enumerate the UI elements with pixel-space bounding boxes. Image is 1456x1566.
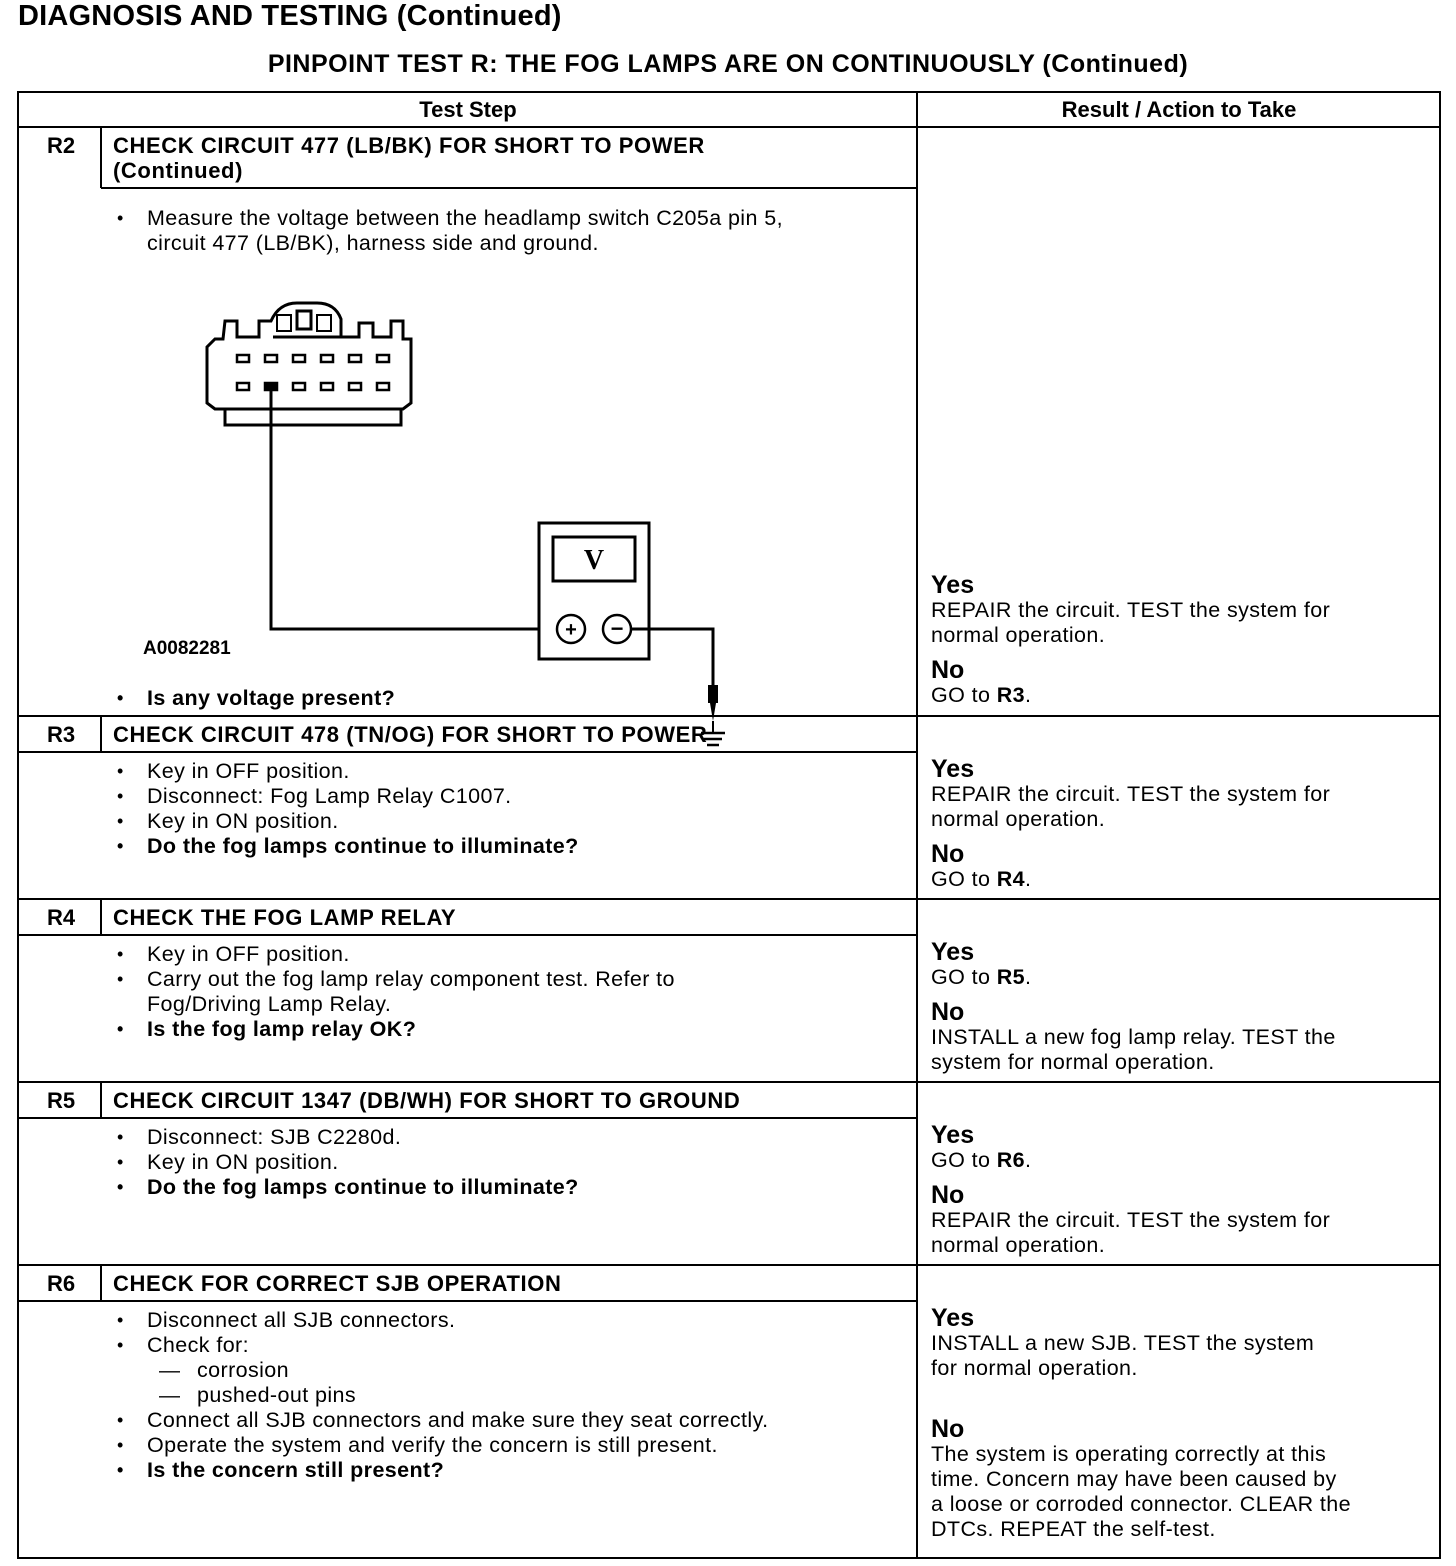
instruction-item: • Key in ON position. [111, 809, 579, 834]
sub-instruction-item: — pushed-out pins [111, 1383, 769, 1408]
question-item: • Do the fog lamps continue to illuminate? [111, 834, 579, 859]
result-line: normal operation. [931, 807, 1106, 831]
instruction-item: • Disconnect: SJB C2280d. [111, 1125, 579, 1150]
go-to-step-link[interactable]: R6 [996, 1148, 1026, 1172]
instruction-item: • Operate the system and verify the concern is still present. [111, 1433, 769, 1458]
negative-terminal-label: − [610, 616, 624, 641]
result-no-text [931, 683, 1431, 708]
step-id: R3 [46, 722, 76, 747]
result-no-label: No [931, 840, 965, 868]
pinpoint-test-title: PINPOINT TEST R: THE FOG LAMPS ARE ON CONTINUOUSLY (Continued) [267, 50, 1189, 78]
instruction-item: • Connect all SJB connectors and make sure they seat correctly. [111, 1408, 769, 1433]
result-no-label: No [931, 656, 965, 684]
step-result [931, 572, 1431, 708]
result-line: normal operation. [931, 1233, 1106, 1257]
connector-pins [237, 355, 389, 390]
step-id: R4 [46, 905, 76, 930]
test-table [17, 91, 1441, 1559]
result-line: time. Concern may have been caused by [931, 1467, 1337, 1491]
positive-test-lead [271, 387, 551, 629]
instruction-item [111, 206, 783, 256]
step-title-line: (Continued) [113, 158, 244, 183]
result-no-label: No [931, 1181, 965, 1209]
instruction-line: Fog/Driving Lamp Relay. [147, 992, 392, 1016]
result-line: for normal operation. [931, 1356, 1138, 1380]
step-result [931, 1122, 1431, 1258]
instruction-item: • Key in ON position. [111, 1150, 579, 1175]
voltmeter-connection-diagram [179, 293, 739, 753]
result-line: REPAIR the circuit. TEST the system for [931, 782, 1331, 806]
result-line: a loose or corroded connector. CLEAR the [931, 1492, 1351, 1516]
result-yes-label: Yes [931, 755, 975, 783]
figure-reference-id: A0082281 [143, 638, 231, 659]
step-result [931, 1305, 1431, 1542]
result-yes-label: Yes [931, 938, 975, 966]
result-no-text [931, 1208, 1431, 1258]
question-item: • Is the fog lamp relay OK? [111, 1017, 675, 1042]
instruction-list [111, 1125, 579, 1200]
voltmeter [539, 523, 649, 659]
instruction-item: • Disconnect all SJB connectors. [111, 1308, 769, 1333]
step-result [931, 756, 1431, 892]
result-line: REPAIR the circuit. TEST the system for [931, 598, 1331, 622]
step-result [931, 939, 1431, 1075]
result-text: GO to [931, 1148, 997, 1172]
result-line: system for normal operation. [931, 1050, 1215, 1074]
question-item: • Do the fog lamps continue to illuminate? [111, 1175, 579, 1200]
positive-terminal-label: + [565, 619, 577, 641]
column-header-test-step: Test Step [419, 97, 517, 122]
step-title-line: CHECK CIRCUIT 477 (LB/BK) FOR SHORT TO POWER [113, 133, 705, 158]
instruction-list [111, 759, 579, 859]
step-title: CHECK CIRCUIT 1347 (DB/WH) FOR SHORT TO GROUND [113, 1088, 741, 1113]
result-text: . [1025, 965, 1032, 989]
step-id: R5 [46, 1088, 76, 1113]
instruction-list [111, 206, 783, 256]
document-title: DIAGNOSIS AND TESTING (Continued) [18, 0, 562, 32]
step-title [113, 133, 705, 183]
go-to-step-link[interactable]: R3 [996, 683, 1026, 707]
instruction-item: • Check for: [111, 1333, 769, 1358]
question-item: • Is any voltage present? [111, 686, 395, 711]
result-line: The system is operating correctly at this [931, 1442, 1327, 1466]
result-text: . [1025, 867, 1032, 891]
instruction-item: • Key in OFF position. [111, 942, 675, 967]
result-yes-label: Yes [931, 1304, 975, 1332]
instruction-list [111, 1308, 769, 1483]
step-id: R6 [46, 1271, 76, 1296]
result-line: normal operation. [931, 623, 1106, 647]
question-list [111, 686, 395, 711]
result-text: . [1025, 1148, 1032, 1172]
step-title: CHECK CIRCUIT 478 (TN/OG) FOR SHORT TO POWER [113, 722, 708, 747]
go-to-step-link[interactable]: R5 [996, 965, 1026, 989]
result-no-text [931, 1442, 1431, 1542]
instruction-line: • Carry out the fog lamp relay component test. Refer to [147, 967, 675, 991]
voltmeter-display-label: V [583, 545, 605, 576]
result-line: DTCs. REPEAT the self-test. [931, 1517, 1216, 1541]
instruction-list [111, 942, 675, 1042]
go-to-step-link[interactable]: R4 [996, 867, 1026, 891]
result-line: INSTALL a new SJB. TEST the system [931, 1331, 1315, 1355]
result-yes-text [931, 1331, 1431, 1381]
instruction-line: circuit 477 (LB/BK), harness side and ground. [147, 231, 599, 255]
result-yes-text [931, 598, 1431, 648]
result-yes-text [931, 1148, 1431, 1173]
step-title: CHECK FOR CORRECT SJB OPERATION [113, 1271, 562, 1296]
instruction-item: • Disconnect: Fog Lamp Relay C1007. [111, 784, 579, 809]
result-yes-text [931, 782, 1431, 832]
result-no-label: No [931, 998, 965, 1026]
result-no-label: No [931, 1415, 965, 1443]
result-no-text [931, 1025, 1431, 1075]
question-item: • Is the concern still present? [111, 1458, 769, 1483]
connector-c205a [207, 303, 411, 425]
result-yes-label: Yes [931, 1121, 975, 1149]
result-text: GO to [931, 683, 997, 707]
instruction-item: • Key in OFF position. [111, 759, 579, 784]
sub-instruction-item: — corrosion [111, 1358, 769, 1383]
result-yes-text [931, 965, 1431, 990]
step-title: CHECK THE FOG LAMP RELAY [113, 905, 457, 930]
result-text: . [1025, 683, 1032, 707]
column-header-result: Result / Action to Take [1061, 97, 1297, 122]
result-line: INSTALL a new fog lamp relay. TEST the [931, 1025, 1336, 1049]
result-text: GO to [931, 965, 997, 989]
result-text: GO to [931, 867, 997, 891]
result-line: REPAIR the circuit. TEST the system for [931, 1208, 1331, 1232]
step-id: R2 [46, 133, 76, 158]
result-yes-label: Yes [931, 571, 975, 599]
ground-probe [708, 685, 718, 733]
instruction-line: • Measure the voltage between the headlamp switch C205a pin 5, [147, 206, 783, 230]
result-no-text [931, 867, 1431, 892]
instruction-item [111, 967, 675, 1017]
